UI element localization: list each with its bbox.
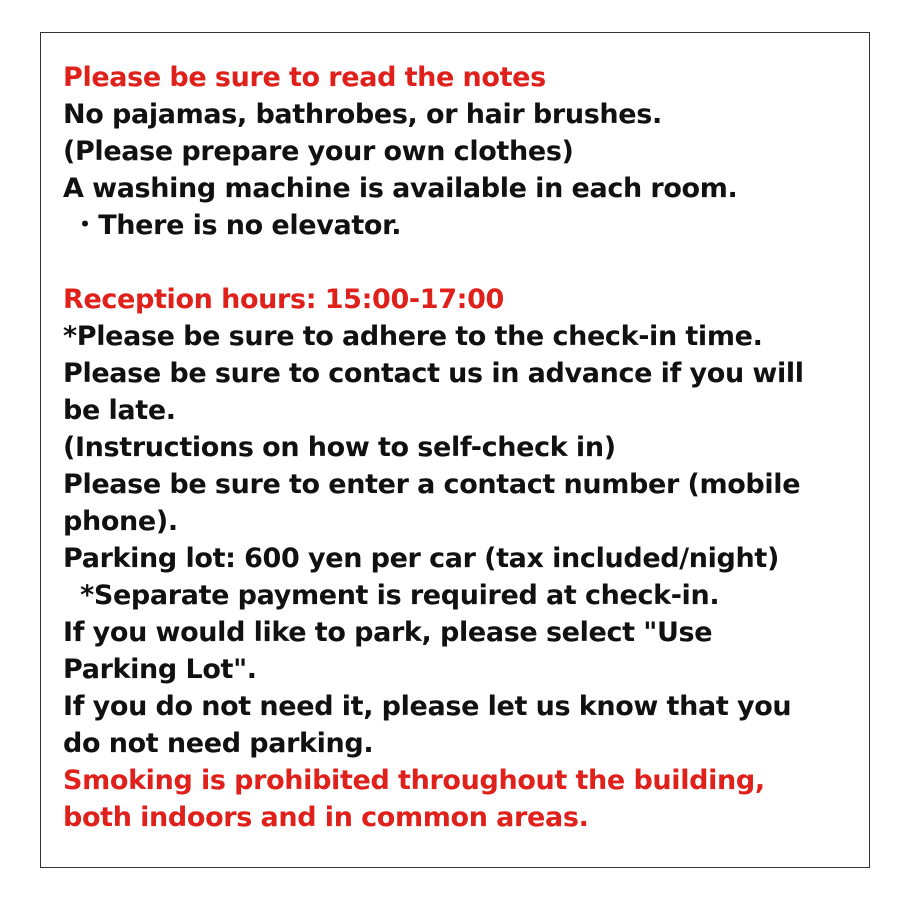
reception-line: Please be sure to contact us in advance if you will — [63, 358, 804, 389]
parking-line: do not need parking. — [63, 728, 374, 759]
notes-heading: Please be sure to read the notes — [63, 62, 546, 93]
reception-heading: Reception hours: 15:00-17:00 — [63, 284, 504, 315]
notes-line: (Please prepare your own clothes) — [63, 136, 574, 167]
notes-line: ・There is no elevator. — [63, 210, 402, 241]
reception-line: *Please be sure to adhere to the check-in time. — [63, 321, 763, 352]
parking-line: *Separate payment is required at check-in. — [63, 580, 720, 611]
parking-line: Parking Lot". — [63, 654, 257, 685]
reception-line: Please be sure to enter a contact number (mobile — [63, 469, 801, 500]
notice-box — [40, 32, 870, 868]
reception-line: (Instructions on how to self-check in) — [63, 432, 616, 463]
parking-line: If you do not need it, please let us know that you — [63, 691, 792, 722]
smoking-warning: both indoors and in common areas. — [63, 802, 589, 833]
spacer — [63, 244, 853, 281]
notice-text — [63, 59, 853, 836]
parking-line: Parking lot: 600 yen per car (tax included/night) — [63, 543, 779, 574]
notes-line: A washing machine is available in each room. — [63, 173, 738, 204]
reception-line: be late. — [63, 395, 176, 426]
notes-line: No pajamas, bathrobes, or hair brushes. — [63, 99, 662, 130]
smoking-warning: Smoking is prohibited throughout the building, — [63, 765, 765, 796]
parking-line: If you would like to park, please select "Use — [63, 617, 713, 648]
reception-line: phone). — [63, 506, 178, 537]
